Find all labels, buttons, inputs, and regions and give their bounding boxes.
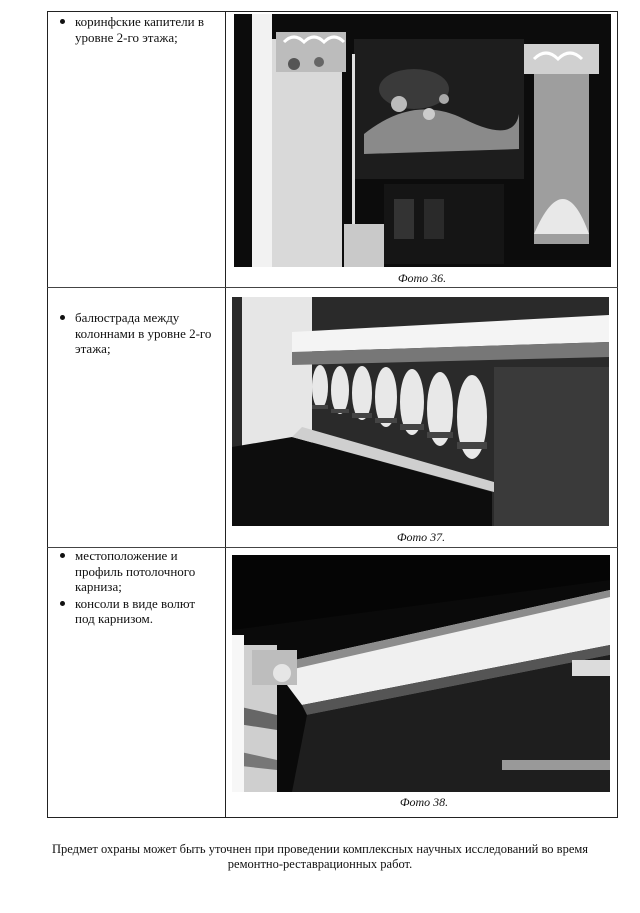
photo-36 [234,14,611,267]
table-column-divider [225,11,226,818]
row-3-bullet-list [58,548,218,628]
photo-37 [232,297,609,526]
photo-38-caption: Фото 38. [399,795,449,809]
bullet-item: коринфские капители в уровне 2-го этажа; [58,14,218,45]
photo-37-caption: Фото 37. [396,530,446,544]
row-1-bullet-list [58,14,218,46]
photo-36-caption: Фото 36. [397,271,447,285]
row-2-bullet-list [58,310,218,358]
bullet-item: консоли в виде волют под карнизом. [58,596,218,627]
photo-38 [232,555,610,792]
footer-note: Предмет охраны может быть уточнен при проведении комплексных научных исследований во время ремонтно-реставрационных работ. [51,842,589,871]
row-divider [47,287,618,288]
bullet-item: местоположение и профиль потолочного карниза; [58,548,218,595]
bullet-item: балюстрада между колоннами в уровне 2-го этажа; [58,310,218,357]
